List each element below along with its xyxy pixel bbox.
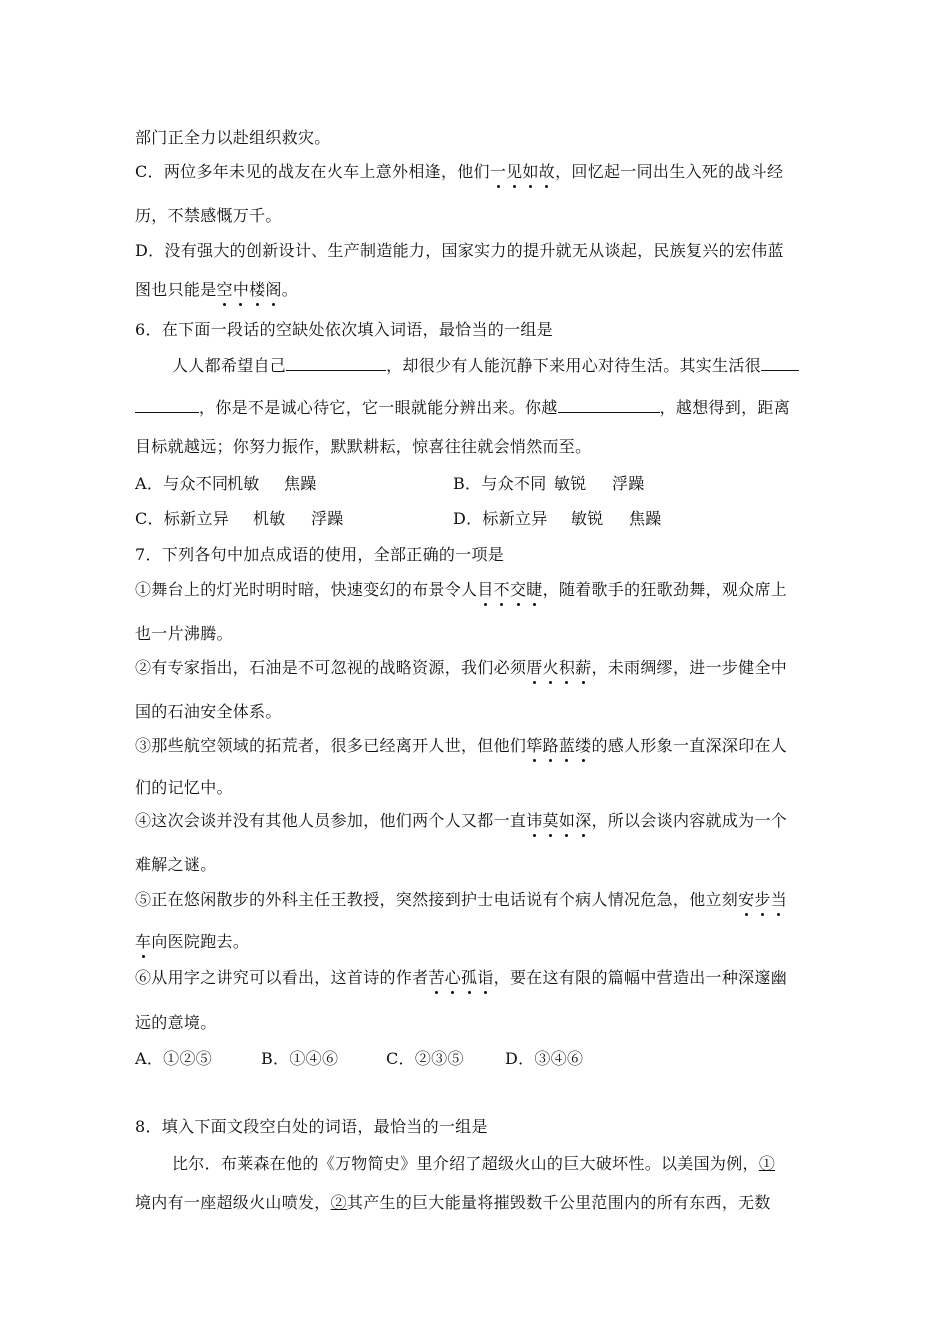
text-line: 部门正全力以赴组织救灾。 — [135, 128, 331, 147]
text: 向医院跑去。 — [151, 932, 250, 951]
dotted-char: 阁 — [265, 280, 282, 299]
dotted-char: 当 — [770, 890, 788, 909]
q7-option-b[interactable]: B．①④⑥ — [261, 1049, 339, 1068]
dotted-char: 安 — [738, 890, 755, 909]
q7-option-c[interactable]: C．②③⑤ — [386, 1049, 464, 1068]
text-line: 们的记忆中。 — [135, 778, 233, 797]
text: ，越想得到，距离 — [659, 398, 791, 417]
option-word: 敏锐 — [571, 509, 604, 528]
text-line: 历，不禁感慨万千。 — [135, 206, 282, 225]
q7-option-a[interactable]: A．①②⑤ — [135, 1049, 213, 1068]
text: ②有专家指出，石油是不可忽视的战略资源，我们必须 — [135, 658, 527, 677]
option-word: 焦躁 — [629, 509, 662, 528]
text: 的感人形象一直深深印在人 — [591, 736, 788, 755]
dotted-char: 诣 — [477, 968, 494, 987]
option-label: C．标新立异 — [135, 509, 230, 528]
q7-sentence-5 — [135, 890, 787, 910]
dotted-char: 如 — [558, 811, 576, 830]
text-line: 国的石油安全体系。 — [135, 702, 282, 721]
q6-paragraph-line — [135, 398, 790, 418]
option-word: 焦躁 — [284, 474, 317, 493]
dotted-char: 如 — [522, 162, 539, 181]
text: ④这次会谈并没有其他人员参加，他们两个人又都一直 — [135, 811, 527, 830]
text-line: 难解之谜。 — [135, 855, 217, 874]
dotted-char: 火 — [542, 658, 559, 677]
q7-sentence-4 — [135, 811, 787, 831]
dotted-char: 缕 — [575, 736, 592, 755]
dotted-char: 一 — [489, 162, 507, 181]
text-line — [135, 280, 298, 300]
dotted-char: 楼 — [249, 280, 266, 299]
option-c-line — [135, 162, 783, 182]
text: 。 — [281, 280, 299, 299]
text: ，却很少有人能沉静下来用心对待生活。其实生活很 — [386, 356, 762, 375]
option-word: 浮躁 — [311, 509, 344, 528]
dotted-char: 车 — [135, 932, 152, 951]
blank-2-end — [135, 398, 199, 413]
blank-3 — [558, 398, 660, 413]
q6-option-c[interactable] — [135, 509, 344, 529]
text: ，随着歌手的狂歌劲舞，观众席上 — [542, 580, 788, 599]
text-line — [135, 932, 249, 952]
dotted-char: 心 — [444, 968, 462, 987]
dotted-char: 深 — [575, 811, 592, 830]
text: ⑤正在悠闲散步的外科主任王教授，突然接到护士电话说有个病人情况危急，他立刻 — [135, 890, 739, 909]
option-word: 机敏 — [253, 509, 286, 528]
dotted-char: 蓝 — [558, 736, 576, 755]
blank-marker-1: ① — [758, 1154, 776, 1173]
blank-marker-2: ② — [330, 1193, 347, 1212]
blank-1 — [286, 356, 386, 371]
text: 境内有一座超级火山喷发， — [135, 1193, 331, 1212]
q8-paragraph-line — [135, 1193, 771, 1213]
text: ⑥从用字之讲究可以看出，这首诗的作者 — [135, 968, 429, 987]
q8-paragraph-line — [172, 1154, 775, 1174]
q7-sentence-1 — [135, 580, 787, 600]
text: 图也只能是 — [135, 280, 217, 299]
dotted-char: 苦 — [428, 968, 445, 987]
dotted-char: 厝 — [526, 658, 543, 677]
text: ，你是不是诚心待它，它一眼就能分辨出来。你越 — [199, 398, 558, 417]
dotted-char: 莫 — [542, 811, 559, 830]
q7-option-d[interactable]: D．③④⑥ — [505, 1049, 584, 1068]
dotted-char: 薪 — [575, 658, 592, 677]
text: ①舞台上的灯光时明时暗，快速变幻的布景令人 — [135, 580, 478, 599]
text: 比尔．布莱森在他的《万物简史》里介绍了超级火山的巨大破坏性。以美国为例， — [172, 1154, 759, 1173]
option-label: B．与众不同 — [453, 474, 547, 493]
option-label: A．与众不同 — [135, 474, 229, 493]
q6-paragraph-line: 目标就越远；你努力振作，默默耕耘，惊喜往往就会悄然而至。 — [135, 437, 592, 456]
option-word: 浮躁 — [612, 474, 645, 493]
dotted-char: 不 — [493, 580, 510, 599]
text: ，要在这有限的篇幅中营造出一种深邃幽 — [493, 968, 788, 987]
blank-2-start — [761, 356, 799, 371]
dotted-char: 目 — [477, 580, 494, 599]
dotted-char: 睫 — [526, 580, 543, 599]
dotted-char: 孤 — [461, 968, 478, 987]
option-word: 敏锐 — [554, 474, 587, 493]
q7-sentence-2 — [135, 658, 787, 678]
dotted-char: 路 — [542, 736, 559, 755]
text-line: 也一片沸腾。 — [135, 624, 233, 643]
dotted-char: 积 — [558, 658, 576, 677]
dotted-char: 空 — [216, 280, 233, 299]
dotted-char: 中 — [232, 280, 250, 299]
text: ，回忆起一同出生入死的战斗经 — [555, 162, 784, 181]
option-d-line: D．没有强大的创新设计、生产制造能力，国家实力的提升就无从谈起，民族复兴的宏伟蓝 — [135, 241, 784, 260]
text: ，所以会谈内容就成为一个 — [591, 811, 788, 830]
option-word: 机敏 — [227, 474, 260, 493]
dotted-char: 筚 — [526, 736, 543, 755]
dotted-char: 步 — [754, 890, 771, 909]
text: C．两位多年未见的战友在火车上意外相逢，他们 — [135, 162, 490, 181]
q7-sentence-3 — [135, 736, 787, 756]
text: ，未雨绸缪，进一步健全中 — [591, 658, 788, 677]
option-label: D．标新立异 — [453, 509, 548, 528]
dotted-char: 讳 — [526, 811, 543, 830]
text-line: 远的意境。 — [135, 1013, 217, 1032]
q6-option-a[interactable] — [135, 474, 317, 494]
q6-option-b[interactable] — [453, 474, 645, 494]
text: 人人都希望自己 — [172, 356, 287, 375]
dotted-char: 故 — [538, 162, 556, 181]
q6-paragraph-line — [172, 356, 799, 376]
q7-sentence-6 — [135, 968, 787, 988]
question-6-stem: 6．在下面一段话的空缺处依次填入词语，最恰当的一组是 — [135, 320, 553, 339]
dotted-char: 见 — [506, 162, 523, 181]
dotted-char: 交 — [509, 580, 527, 599]
text: 其产生的巨大能量将摧毁数千公里范围内的所有东西，无数 — [346, 1193, 771, 1212]
q6-option-d[interactable] — [453, 509, 662, 529]
text: ③那些航空领域的拓荒者，很多已经离开人世，但他们 — [135, 736, 527, 755]
question-7-stem: 7．下列各句中加点成语的使用，全部正确的一项是 — [135, 545, 505, 564]
question-8-stem: 8．填入下面文段空白处的词语，最恰当的一组是 — [135, 1117, 488, 1136]
